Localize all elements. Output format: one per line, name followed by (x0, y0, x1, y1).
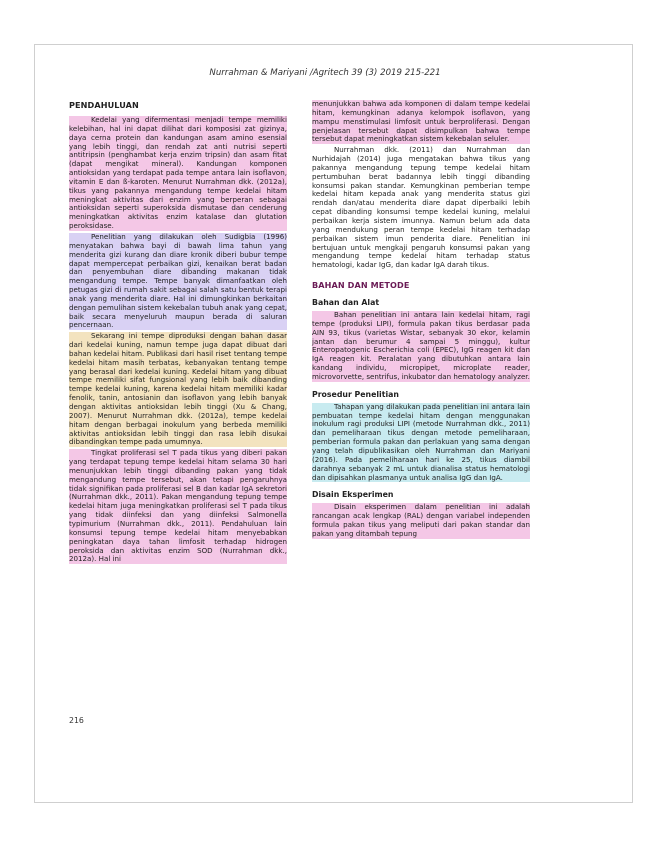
intro-paragraph-2: Penelitian yang dilakukan oleh Sudigbia (1996) menyatakan bahwa bayi di bawah lima tahun yang menderita gizi kurang dan diare kronik diberi bubur tempe dapat mempercepat perbaikan gizi, kenaikan berat badan dan penyembuhan diare dibanding makanan tidak mengandung tempe. Tempe banyak dimanfaatkan oleh petugas gizi di rumah sakit sebagai salah satu bentuk terapi anak yang menderita diare. Hal ini dimungkinkan berkaitan dengan pemulihan sistem kekebalan tubuh anak yang cepat, baik secara menyeluruh maupun berada di saluran pencernaan. (69, 231, 287, 330)
running-head: Nurrahman & Mariyani /Agritech 39 (3) 2019 215-221 (209, 68, 441, 78)
procedure-paragraph: Tahapan yang dilakukan pada penelitian ini antara lain pembuatan tempe kedelai hitam dengan menggunakan inokulum ragi produksi LIPI (metode Nurrahman dkk., 2011) dan pemeliharaan tikus dengan metode pemeliharaan, pemberian formula pakan dan perlakuan yang sama dengan yang telah dipublikasikan oleh Nurrahman dan Mariyani (2016). Pada pemeliharaan hari ke 25, tikus diambil darahnya sebanyak 2 mL untuk dianalisa status hematologi dan dipisahkan plasmanya untuk analisa IgG dan IgA. (312, 401, 530, 482)
design-paragraph: Disain eksperimen dalam penelitian ini adalah rancangan acak lengkap (RAL) dengan variabel independen formula pakan tikus yang meliputi dari pakan standar dan pakan yang ditambah tepung (312, 502, 530, 538)
intro-continued-paragraph: menunjukkan bahwa ada komponen di dalam tempe kedelai hitam, kemungkinan adanya kelompok isoflavon, yang mampu menstimulasi limfosit untuk berproliferasi. Dengan penjelasan tersebut dapat disimpulkan bahwa tempe tersebut dapat meningkatkan sistem kekebalan seluler. (312, 99, 530, 144)
materials-paragraph: Bahan penelitian ini antara lain kedelai hitam, ragi tempe (produksi LIPI), formula pakan tikus berdasar pada AIN 93, tikus (varietas Wistar, sebanyak 30 ekor, kelamin jantan dan berumur 4 sampai 5 minggu), kultur Enteropatogenic Escherichia coli (EPEC), IgG reagen kit dan IgA reagen kit. Peralatan yang dibutuhkan antara lain kandang individu, micropipet, microplate reader, microvorvette, sentrifus, inkubator dan hematology analyzer. (312, 310, 530, 381)
intro-paragraph-5: Nurrahman dkk. (2011) dan Nurrahman dan Nurhidajah (2014) juga mengatakan bahwa tikus yang pakannya mengandung tepung tempe kedelai hitam pertumbuhan berat badannya lebih tinggi dibanding konsumsi pakan standar. Kemungkinan pemberian tempe kedelai hitam kepada anak yang menderita status gizi rendah dan/atau menderita diare dapat diperbaiki lebih cepat dibanding konsumsi tempe kedelai kuning, melalui perbaikan kerja sistem imunnya. Namun belum ada data yang mendukung peran tempe kedelai hitam terhadap perbaikan sistem imun penderita diare. Penelitian ini bertujuan untuk mengkaji pengaruh konsumsi pakan yang mengandung tempe kedelai hitam terhadap status hematologi, kadar IgG, dan kadar IgA darah tikus. (312, 145, 530, 270)
intro-paragraph-1: Kedelai yang difermentasi menjadi tempe memiliki kelebihan, hal ini dapat dilihat dari komposisi zat gizinya, daya cerna protein dan kandungan asam amino esensial yang lebih tinggi, dan rendah zat anti nutrisi seperti antitripsin (penghambat kerja enzim tripsin) dan asam fitat (dapat mengikat mineral). Kandungan komponen antioksidan yang terdapat pada tempe antara lain isoflavon, vitamin E dan ß-karoten. Menurut Nurrahman dkk. (2012a), tikus yang pakannya mengandung tempe kedelai hitam meningkat aktivitas dari enzim yang berperan sebagai antioksidan seperti superoksida dismutase dan cenderung meningkatkan aktivitas enzim katalase dan glutation peroksidase. (69, 115, 287, 231)
subsection-materials: Bahan dan Alat (312, 298, 380, 308)
left-column (69, 100, 287, 566)
intro-paragraph-3: Sekarang ini tempe diproduksi dengan bahan dasar dari kedelai kuning, namun tempe juga dapat dibuat dari bahan kedelai hitam. Publikasi dari hasil riset tentang tempe kedelai hitam masih terbatas, kebanyakan tentang tempe yang berasal dari kedelai kuning. Kedelai hitam yang dibuat tempe memiliki sifat fungsional yang lebih baik dibanding tempe kedelai kuning, karena kedelai hitam memiliki kadar fenolik, tanin, antosianin dan isoflavon yang lebih banyak dengan aktivitas antioksidan lebih tinggi (Xu & Chang, 2007). Menurut Nurrahman dkk. (2012a), tempe kedelai hitam dengan berbagai inokulum yang berbeda memiliki aktivitas antioksidan lebih tinggi dan rasa lebih disukai dibandingkan tempe pada umumnya. (69, 331, 287, 447)
right-column (312, 100, 530, 541)
subsection-procedure: Prosedur Penelitian (312, 389, 399, 399)
section-title-methods: BAHAN DAN METODE (312, 280, 410, 291)
intro-paragraph-4: Tingkat proliferasi sel T pada tikus yang diberi pakan yang terdapat tepung tempe kedelai hitam selama 30 hari menunjukkan lebih tinggi dibanding pakan yang tidak mengandung tempe tersebut, akan tetapi pengaruhnya tidak signifikan pada proliferasi sel B dan kadar IgA sekretori (Nurrahman dkk., 2011). Pakan mengandung tepung tempe kedelai hitam juga meningkatkan proliferasi sel T pada tikus yang tidak diinfeksi dan yang diinfeksi Salmonella typimurium (Nurrahman dkk., 2011). Pendahuluan lain konsumsi tepung tempe kedelai hitam menyebabkan peningkatan daya tahan limfosit terhadap hidrogen peroksida dan aktivitas enzim SOD (Nurrahman dkk., 2012a). Hal ini (69, 448, 287, 564)
subsection-experimental-design: Disain Eksperimen (312, 490, 394, 500)
page-number: 216 (69, 716, 84, 725)
section-title-introduction: PENDAHULUAN (69, 100, 139, 110)
